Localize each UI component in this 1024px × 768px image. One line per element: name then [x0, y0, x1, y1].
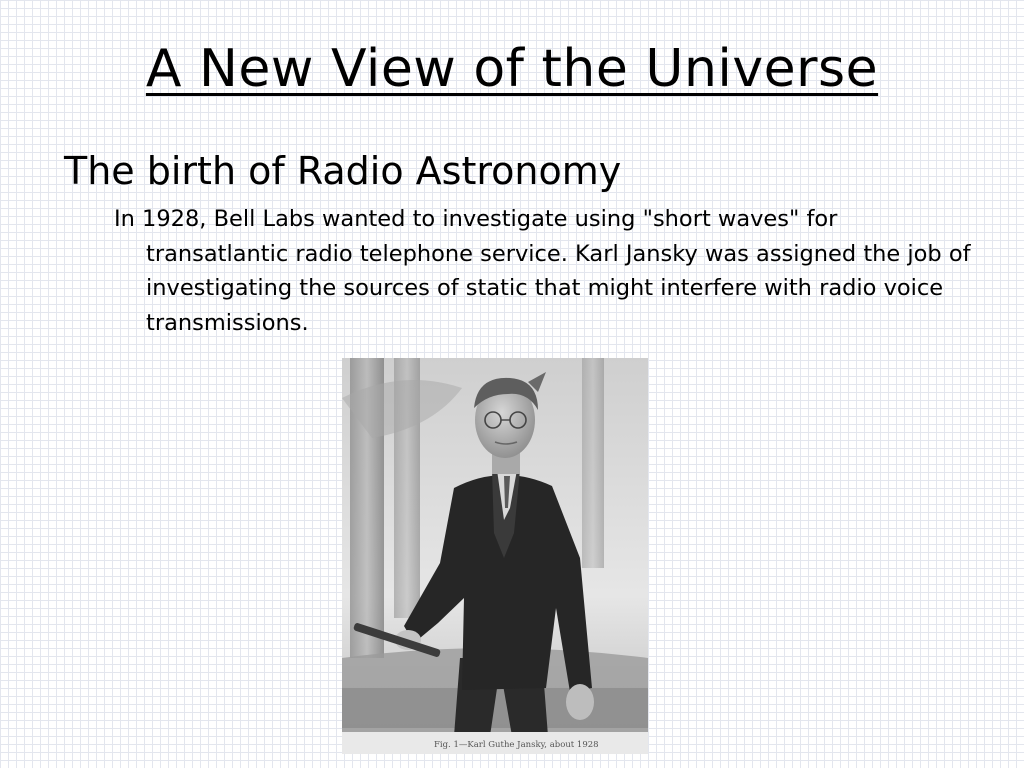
tree-trunk — [582, 358, 604, 568]
jansky-photo — [342, 358, 648, 754]
slide-title: A New View of the Universe — [145, 39, 879, 99]
body-paragraph: In 1928, Bell Labs wanted to investigate using "short waves" for transatlantic radio telephone service. Karl Jansky was assigned the job of investigating the sources of static that might interfere with radio voice transmissions. — [114, 206, 971, 336]
photo-caption: Fig. 1—Karl Guthe Jansky, about 1928 — [434, 740, 599, 750]
subheading: The birth of Radio Astronomy — [64, 149, 622, 193]
